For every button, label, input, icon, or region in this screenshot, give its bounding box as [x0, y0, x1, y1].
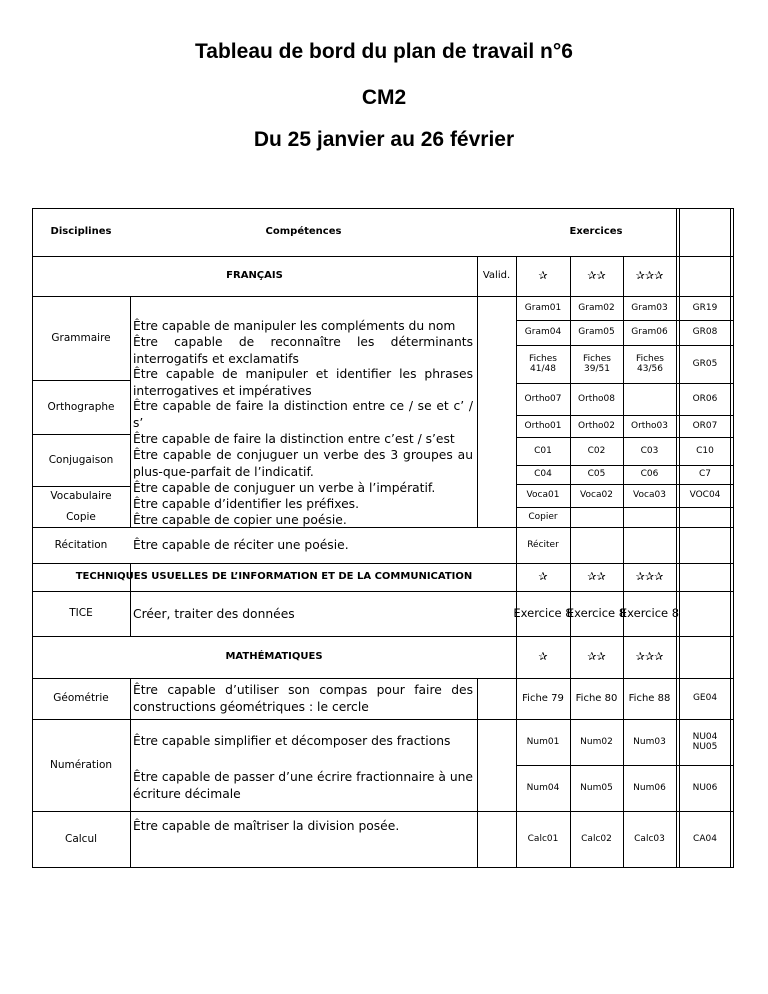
exercise-cell: Fiche 80: [575, 692, 618, 704]
exercise-cell: C05: [587, 469, 606, 480]
competence-item: Être capable simplifier et décomposer des fractions: [133, 734, 451, 748]
exercise-cell: Gram05: [578, 327, 615, 338]
discipline-vocabulaire: Vocabulaire: [50, 490, 112, 503]
exercise-cell: Gram03: [631, 302, 668, 313]
competence-item: Être capable de conjuguer un verbe des 3 groupes au plus-que-parfait de l’indicatif.: [133, 448, 473, 479]
exercise-cell: Exercice 8: [566, 605, 627, 620]
exercise-cell: Ortho03: [631, 420, 668, 431]
exercise-cell: Num04: [526, 782, 560, 793]
exercise-cell: C04: [534, 469, 552, 480]
table-border: [730, 208, 731, 868]
page-title: Tableau de bord du plan de travail n°6: [195, 40, 573, 63]
exercise-cell: Num03: [633, 736, 666, 747]
exercise-cell: C06: [640, 469, 659, 480]
exercise-cell: C02: [587, 445, 606, 456]
col-star2: ✰✰: [587, 649, 606, 663]
discipline-geometrie: Géométrie: [53, 692, 109, 705]
col-disciplines: Disciplines: [50, 226, 112, 238]
exercise-code: GR05: [692, 358, 718, 369]
exercise-cell: Calc03: [634, 834, 665, 845]
discipline-conjugaison: Conjugaison: [48, 453, 114, 466]
exercise-cell: Voca01: [526, 490, 560, 501]
section-francais: FRANÇAIS: [226, 270, 283, 282]
exercise-code: GE04: [692, 693, 718, 704]
discipline-copie: Copie: [66, 510, 96, 523]
col-valid: Valid.: [482, 270, 511, 282]
competence-item: Être capable d’identifier les préfixes.: [133, 497, 359, 511]
discipline-orthographe: Orthographe: [47, 400, 115, 413]
competence-item: Être capable de copier une poésie.: [133, 513, 347, 527]
col-exercices: Exercices: [569, 226, 623, 238]
competence-item: Être capable de passer d’une écrire fractionnaire à une écriture décimale: [133, 770, 473, 801]
exercise-code: NU06: [692, 782, 718, 793]
exercise-cell: Ortho01: [524, 420, 562, 431]
exercise-cell: Gram01: [524, 302, 562, 313]
exercise-cell: Gram02: [578, 302, 615, 313]
exercise-cell: Exercice 8: [619, 605, 680, 620]
col-star3: ✰✰✰: [635, 268, 664, 282]
exercise-cell: Gram04: [524, 327, 562, 338]
exercise-cell: Voca03: [633, 490, 666, 501]
col-star3: ✰✰✰: [635, 569, 664, 583]
competence-item: Être capable de conjuguer un verbe à l’impératif.: [133, 481, 436, 495]
grid-line: [477, 296, 478, 527]
col-star2: ✰✰: [587, 569, 606, 583]
exercise-cell: Num06: [633, 782, 666, 793]
col-star1: ✰: [538, 649, 548, 663]
competence-item: Être capable de manipuler les compléments du nom: [133, 319, 456, 333]
discipline-tice: TICE: [69, 607, 93, 620]
competence-item: Être capable de reconnaître les déterminants interrogatifs et exclamatifs: [133, 335, 473, 366]
discipline-calcul: Calcul: [64, 833, 98, 846]
discipline-numeration: Numération: [49, 758, 113, 771]
grid-line: [130, 678, 131, 868]
col-star2: ✰✰: [587, 268, 606, 282]
exercise-cell: C03: [640, 445, 659, 456]
exercise-cell: Fiches 39/51: [583, 353, 611, 374]
grid-line: [130, 296, 131, 527]
exercise-cell: Gram06: [631, 327, 668, 338]
competence-item: Être capable de faire la distinction entre ce / se et c’ / s’: [133, 399, 473, 430]
exercise-cell: Voca02: [580, 490, 613, 501]
grid-line: [477, 678, 478, 868]
exercise-cell: Copier: [528, 511, 558, 522]
exercise-cell: Réciter: [527, 539, 559, 550]
exercise-cell: Ortho08: [578, 393, 615, 404]
competence-item: Être capable de maîtriser la division posée.: [133, 819, 400, 833]
exercise-code: GR19: [692, 302, 718, 313]
exercise-cell: Fiche 88: [628, 692, 671, 704]
col-star1: ✰: [538, 569, 548, 583]
exercise-code: OR06: [692, 393, 718, 404]
exercise-cell: Exercice 8: [513, 605, 573, 620]
exercise-code: NU04 NU05: [692, 731, 718, 752]
section-maths: MATHÉMATIQUES: [225, 651, 323, 663]
grid-line: [676, 208, 677, 868]
competence-item: Être capable de réciter une poésie.: [133, 538, 349, 552]
exercise-cell: C01: [534, 445, 552, 456]
exercise-cell: Ortho07: [524, 393, 562, 404]
exercise-code: C7: [698, 469, 711, 480]
exercise-code: VOC04: [689, 490, 721, 501]
exercise-cell: Fiches 43/56: [636, 353, 664, 374]
competence-item: Être capable d’utiliser son compas pour faire des constructions géométriques : le cercle: [133, 683, 473, 714]
competence-item: Être capable de manipuler et identifier les phrases interrogatives et impératives: [133, 367, 473, 398]
exercise-cell: Calc01: [527, 834, 559, 845]
date-range: Du 25 janvier au 26 février: [253, 128, 515, 151]
exercise-code: OR07: [692, 420, 718, 431]
exercise-cell: Fiches 41/48: [529, 353, 557, 374]
discipline-grammaire: Grammaire: [51, 331, 111, 344]
exercise-cell: Calc02: [581, 834, 612, 845]
section-tice: TECHNIQUES USUELLES DE L’INFORMATION ET DE LA COMMUNICATION: [75, 571, 473, 583]
exercise-cell: Fiche 79: [522, 692, 564, 704]
competence-item: Être capable de faire la distinction entre c’est / s’est: [133, 432, 455, 446]
exercise-code: CA04: [693, 834, 717, 845]
col-star1: ✰: [538, 268, 548, 282]
exercise-code: GR08: [692, 327, 718, 338]
competence-item: Créer, traiter des données: [133, 607, 295, 621]
col-star3: ✰✰✰: [635, 649, 664, 663]
exercise-code: C10: [696, 445, 714, 456]
exercise-cell: Ortho02: [578, 420, 615, 431]
discipline-recitation: Récitation: [54, 538, 108, 551]
col-competences: Compétences: [265, 226, 342, 238]
class-level: CM2: [361, 86, 407, 109]
exercise-cell: Num02: [580, 736, 613, 747]
exercise-cell: Num01: [526, 736, 560, 747]
exercise-cell: Num05: [580, 782, 613, 793]
